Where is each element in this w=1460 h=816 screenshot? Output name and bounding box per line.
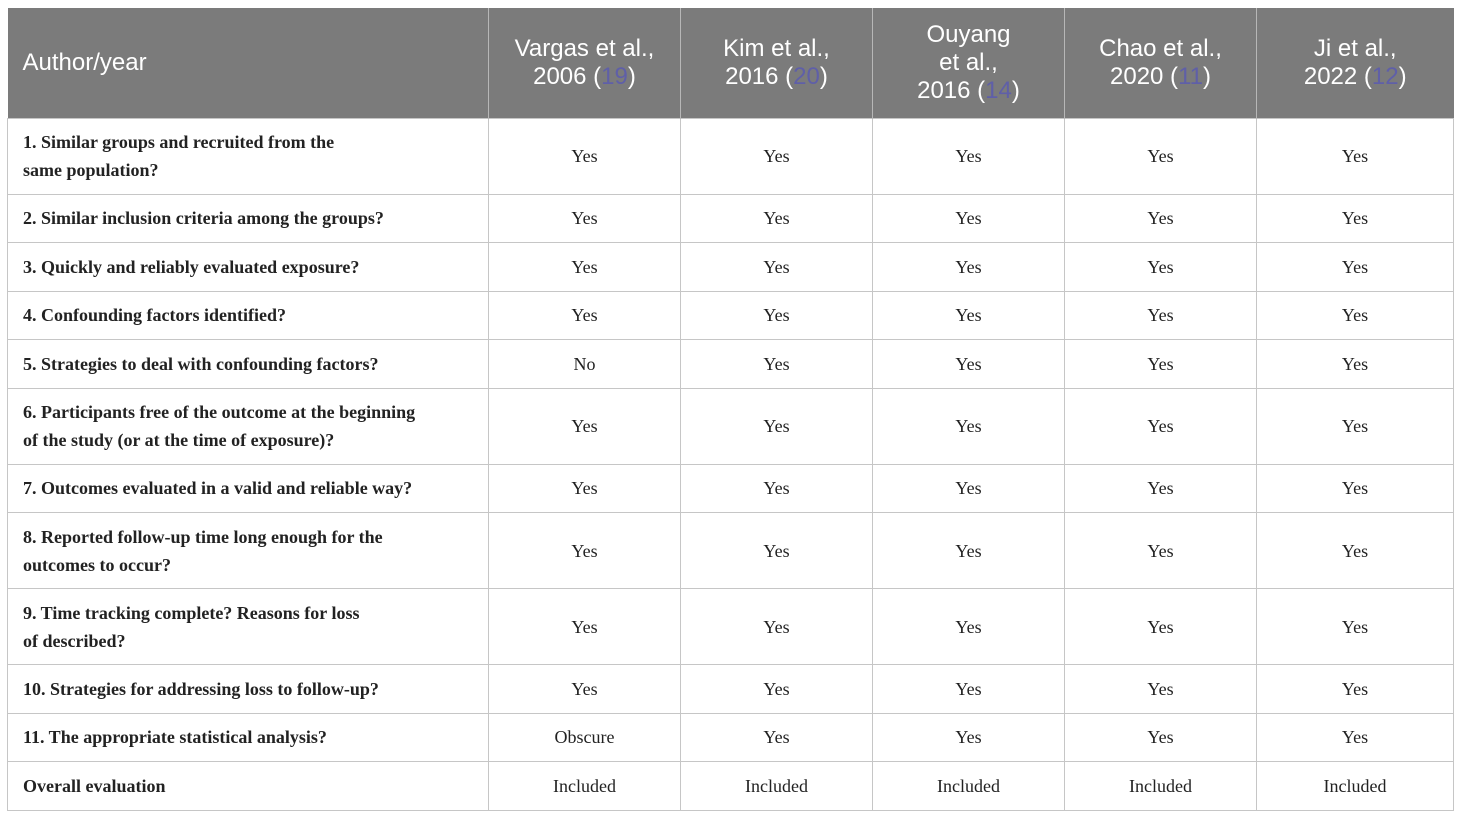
- criterion-cell: [8, 589, 489, 665]
- criterion-cell: [8, 243, 489, 292]
- criterion-line: 7. Outcomes evaluated in a valid and reliable way?: [23, 478, 413, 499]
- table-row: [8, 291, 1454, 340]
- overall-evaluation-row: [8, 762, 1454, 811]
- header-line: 2006 (: [533, 62, 602, 90]
- value-cell: Yes: [681, 118, 873, 194]
- value-cell: Yes: [681, 513, 873, 589]
- value-cell: Yes: [489, 665, 681, 714]
- value-cell: Yes: [1065, 713, 1257, 762]
- value-cell: Yes: [1257, 713, 1454, 762]
- value-cell: Obscure: [489, 713, 681, 762]
- value-cell: Yes: [681, 589, 873, 665]
- criterion-line: 4. Confounding factors identified?: [23, 305, 287, 326]
- table-row: [8, 589, 1454, 665]
- header-line: Chao et al.,: [1099, 34, 1222, 62]
- header-line: 2022 (: [1303, 62, 1372, 90]
- value-cell: Yes: [489, 388, 681, 464]
- value-cell: Yes: [1257, 513, 1454, 589]
- criterion-line: 10. Strategies for addressing loss to follow-up?: [23, 678, 379, 699]
- criterion-cell: [8, 118, 489, 194]
- value-cell: Yes: [1065, 291, 1257, 340]
- value-cell: Yes: [1065, 340, 1257, 389]
- value-cell: Yes: [1257, 589, 1454, 665]
- value-cell: Yes: [1257, 194, 1454, 243]
- value-cell: Included: [1065, 762, 1257, 811]
- quality-assessment-table: [7, 8, 1454, 811]
- value-cell: Yes: [873, 118, 1065, 194]
- criterion-cell: [8, 665, 489, 714]
- criterion-cell: [8, 713, 489, 762]
- criterion-cell: [8, 464, 489, 513]
- value-cell: Yes: [681, 243, 873, 292]
- criterion-line: 8. Reported follow-up time long enough for the: [23, 526, 383, 547]
- criterion-cell: [8, 291, 489, 340]
- table-row: [8, 464, 1454, 513]
- value-cell: Yes: [1257, 340, 1454, 389]
- criterion-line: 3. Quickly and reliably evaluated exposure?: [23, 256, 360, 277]
- value-cell: Yes: [1257, 291, 1454, 340]
- reference-link[interactable]: 14: [985, 76, 1012, 104]
- value-cell: Yes: [489, 194, 681, 243]
- value-cell: Yes: [873, 291, 1065, 340]
- value-cell: Included: [489, 762, 681, 811]
- value-cell: Yes: [873, 665, 1065, 714]
- value-cell: Yes: [489, 291, 681, 340]
- header-line: Kim et al.,: [723, 34, 830, 62]
- criterion-line: same population?: [23, 160, 159, 180]
- header-study-vargas: [489, 8, 681, 118]
- value-cell: No: [489, 340, 681, 389]
- table-row: [8, 118, 1454, 194]
- criterion-cell: [8, 194, 489, 243]
- criterion-line: of described?: [23, 630, 126, 651]
- table-row: [8, 194, 1454, 243]
- criterion-cell: [8, 340, 489, 389]
- value-cell: Included: [1257, 762, 1454, 811]
- criterion-line: of the study (or at the time of exposure)?: [23, 430, 335, 450]
- header-line: 2020 (: [1110, 62, 1179, 90]
- value-cell: Yes: [1065, 513, 1257, 589]
- table-row: [8, 713, 1454, 762]
- criterion-line: outcomes to occur?: [23, 554, 171, 575]
- header-line: et al.,: [939, 48, 998, 76]
- criterion-line: 2. Similar inclusion criteria among the groups?: [23, 208, 384, 229]
- value-cell: Yes: [1065, 194, 1257, 243]
- value-cell: Yes: [681, 464, 873, 513]
- criterion-cell: [8, 388, 489, 464]
- header-study-ji: [1257, 8, 1454, 118]
- header-paren: ): [819, 62, 828, 90]
- reference-link[interactable]: 20: [793, 62, 820, 90]
- value-cell: Yes: [873, 388, 1065, 464]
- reference-link[interactable]: 19: [601, 62, 628, 90]
- value-cell: Yes: [873, 243, 1065, 292]
- criterion-line: Overall evaluation: [23, 775, 166, 796]
- header-paren: ): [1011, 76, 1020, 104]
- header-paren: ): [1202, 62, 1211, 90]
- criterion-line: 5. Strategies to deal with confounding factors?: [23, 353, 379, 374]
- value-cell: Yes: [1257, 388, 1454, 464]
- value-cell: Yes: [681, 713, 873, 762]
- value-cell: Yes: [1065, 589, 1257, 665]
- value-cell: Yes: [1065, 243, 1257, 292]
- value-cell: Yes: [873, 340, 1065, 389]
- value-cell: Yes: [681, 665, 873, 714]
- table-row: [8, 388, 1454, 464]
- value-cell: Yes: [873, 464, 1065, 513]
- table-row: [8, 340, 1454, 389]
- header-row: [8, 8, 1454, 118]
- header-paren: ): [627, 62, 636, 90]
- reference-link[interactable]: 12: [1371, 62, 1399, 90]
- value-cell: Yes: [1065, 118, 1257, 194]
- header-line: Ouyang: [926, 20, 1011, 48]
- value-cell: Yes: [1257, 243, 1454, 292]
- criterion-line: 11. The appropriate statistical analysis?: [23, 727, 327, 748]
- value-cell: Yes: [1065, 388, 1257, 464]
- value-cell: Yes: [1257, 118, 1454, 194]
- criterion-line: 9. Time tracking complete? Reasons for loss: [23, 602, 360, 623]
- value-cell: Yes: [489, 243, 681, 292]
- header-line: 2016 (: [917, 76, 986, 104]
- table-row: [8, 665, 1454, 714]
- value-cell: Yes: [489, 118, 681, 194]
- value-cell: Yes: [681, 340, 873, 389]
- criterion-line: 6. Participants free of the outcome at the beginning: [23, 402, 416, 422]
- value-cell: Yes: [681, 291, 873, 340]
- header-study-chao: [1065, 8, 1257, 118]
- value-cell: Yes: [489, 464, 681, 513]
- header-line: 2016 (: [725, 62, 794, 90]
- header-study-ouyang: [873, 8, 1065, 118]
- value-cell: Included: [873, 762, 1065, 811]
- criterion-cell: [8, 513, 489, 589]
- value-cell: Yes: [1065, 464, 1257, 513]
- value-cell: Yes: [873, 194, 1065, 243]
- criterion-line: 1. Similar groups and recruited from the: [23, 132, 335, 152]
- value-cell: Yes: [1257, 464, 1454, 513]
- value-cell: Yes: [873, 513, 1065, 589]
- reference-link[interactable]: 11: [1178, 62, 1203, 90]
- criterion-cell: [8, 762, 489, 811]
- value-cell: Yes: [489, 589, 681, 665]
- header-line: Ji et al.,: [1313, 34, 1397, 62]
- header-study-kim: [681, 8, 873, 118]
- table-row: [8, 513, 1454, 589]
- value-cell: Included: [681, 762, 873, 811]
- value-cell: Yes: [681, 194, 873, 243]
- table-row: [8, 243, 1454, 292]
- header-paren: ): [1398, 62, 1407, 90]
- header-line: Vargas et al.,: [514, 34, 655, 62]
- value-cell: Yes: [873, 589, 1065, 665]
- value-cell: Yes: [489, 513, 681, 589]
- header-author-year: Author/year: [8, 8, 489, 118]
- value-cell: Yes: [1257, 665, 1454, 714]
- value-cell: Yes: [873, 713, 1065, 762]
- value-cell: Yes: [1065, 665, 1257, 714]
- value-cell: Yes: [681, 388, 873, 464]
